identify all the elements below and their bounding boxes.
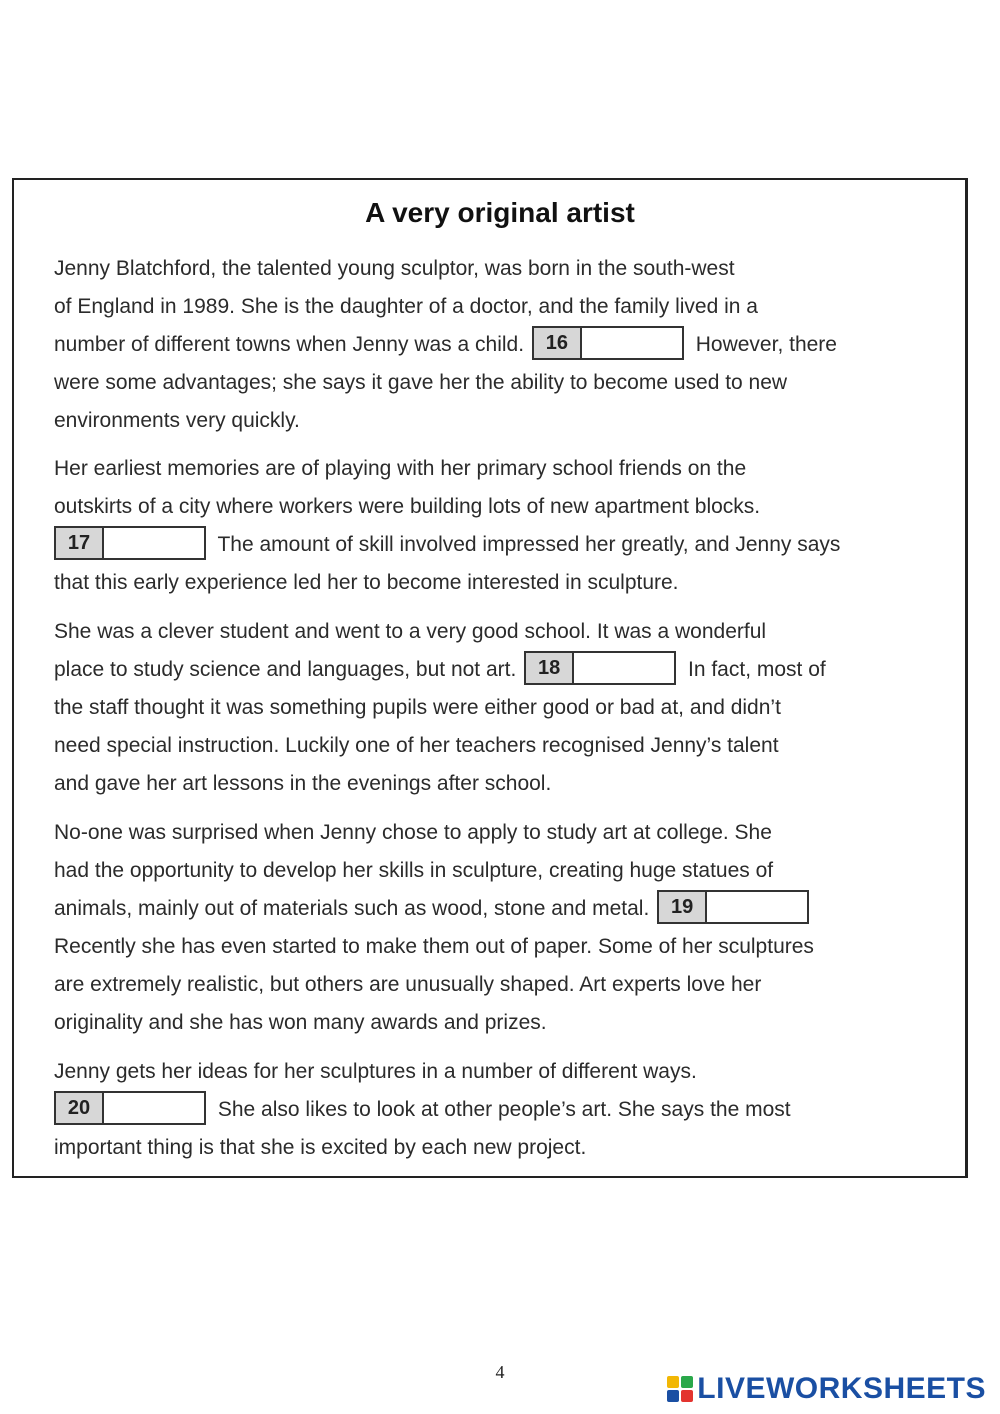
- text-line: [54, 1091, 954, 1129]
- gap-number: 19: [659, 892, 707, 922]
- text-line: that this early experience led her to become interested in sculpture.: [54, 571, 679, 594]
- text-fragment: animals, mainly out of materials such as wood, stone and metal.: [54, 897, 650, 920]
- paragraph-2: [54, 450, 954, 602]
- text-fragment: In fact, most of: [688, 658, 826, 681]
- text-line: [54, 526, 954, 564]
- text-line: [54, 326, 954, 364]
- text-fragment: The amount of skill involved impressed her greatly, and Jenny says: [217, 533, 841, 556]
- text-fragment: number of different towns when Jenny was a child.: [54, 333, 525, 356]
- answer-gap-18[interactable]: [524, 651, 676, 685]
- answer-gap-19[interactable]: [657, 890, 809, 924]
- text-line: Jenny Blatchford, the talented young sculptor, was born in the south-west: [54, 257, 735, 280]
- text-fragment: She also likes to look at other people’s art. She says the most: [217, 1098, 791, 1121]
- paragraph-1: [54, 250, 954, 440]
- text-line: Her earliest memories are of playing with her primary school friends on the: [54, 457, 747, 480]
- text-fragment: place to study science and languages, but not art.: [54, 658, 517, 681]
- text-line: important thing is that she is excited by each new project.: [54, 1136, 587, 1159]
- page-number: 4: [495, 1362, 505, 1382]
- text-line: She was a clever student and went to a very good school. It was a wonderful: [54, 620, 767, 643]
- text-line: outskirts of a city where workers were building lots of new apartment blocks.: [54, 495, 761, 518]
- answer-gap-17[interactable]: [54, 526, 206, 560]
- article-title: A very original artist: [365, 197, 635, 228]
- paragraph-5: [54, 1053, 954, 1167]
- liveworksheets-logo: [667, 1372, 986, 1406]
- text-line: No-one was surprised when Jenny chose to apply to study art at college. She: [54, 821, 772, 844]
- gap-number: 17: [56, 528, 104, 558]
- gap-number: 18: [526, 653, 574, 683]
- gap-number: 20: [56, 1093, 104, 1123]
- text-line: [54, 651, 954, 689]
- text-line: Recently she has even started to make them out of paper. Some of her sculptures: [54, 935, 814, 958]
- text-line: [54, 890, 954, 928]
- text-line: Jenny gets her ideas for her sculptures in a number of different ways.: [54, 1060, 697, 1083]
- gap-number: 16: [534, 328, 582, 358]
- text-line: had the opportunity to develop her skills in sculpture, creating huge statues of: [54, 859, 774, 882]
- text-line: the staff thought it was something pupils were either good or bad at, and didn’t: [54, 696, 781, 719]
- text-fragment: However, there: [695, 333, 837, 356]
- answer-gap-20[interactable]: [54, 1091, 206, 1125]
- brand-icon: [667, 1376, 693, 1402]
- text-line: are extremely realistic, but others are unusually shaped. Art experts love her: [54, 973, 762, 996]
- text-line: were some advantages; she says it gave her the ability to become used to new: [54, 371, 788, 394]
- answer-gap-16[interactable]: [532, 326, 684, 360]
- paragraph-4: [54, 814, 954, 1042]
- brand-name: LIVEWORKSHEETS: [697, 1372, 986, 1405]
- text-line: originality and she has won many awards and prizes.: [54, 1011, 547, 1034]
- paragraph-3: [54, 613, 954, 803]
- text-line: environments very quickly.: [54, 409, 300, 432]
- text-line: of England in 1989. She is the daughter of a doctor, and the family lived in a: [54, 295, 758, 318]
- text-line: and gave her art lessons in the evenings after school.: [54, 772, 552, 795]
- text-line: need special instruction. Luckily one of her teachers recognised Jenny’s talent: [54, 734, 779, 757]
